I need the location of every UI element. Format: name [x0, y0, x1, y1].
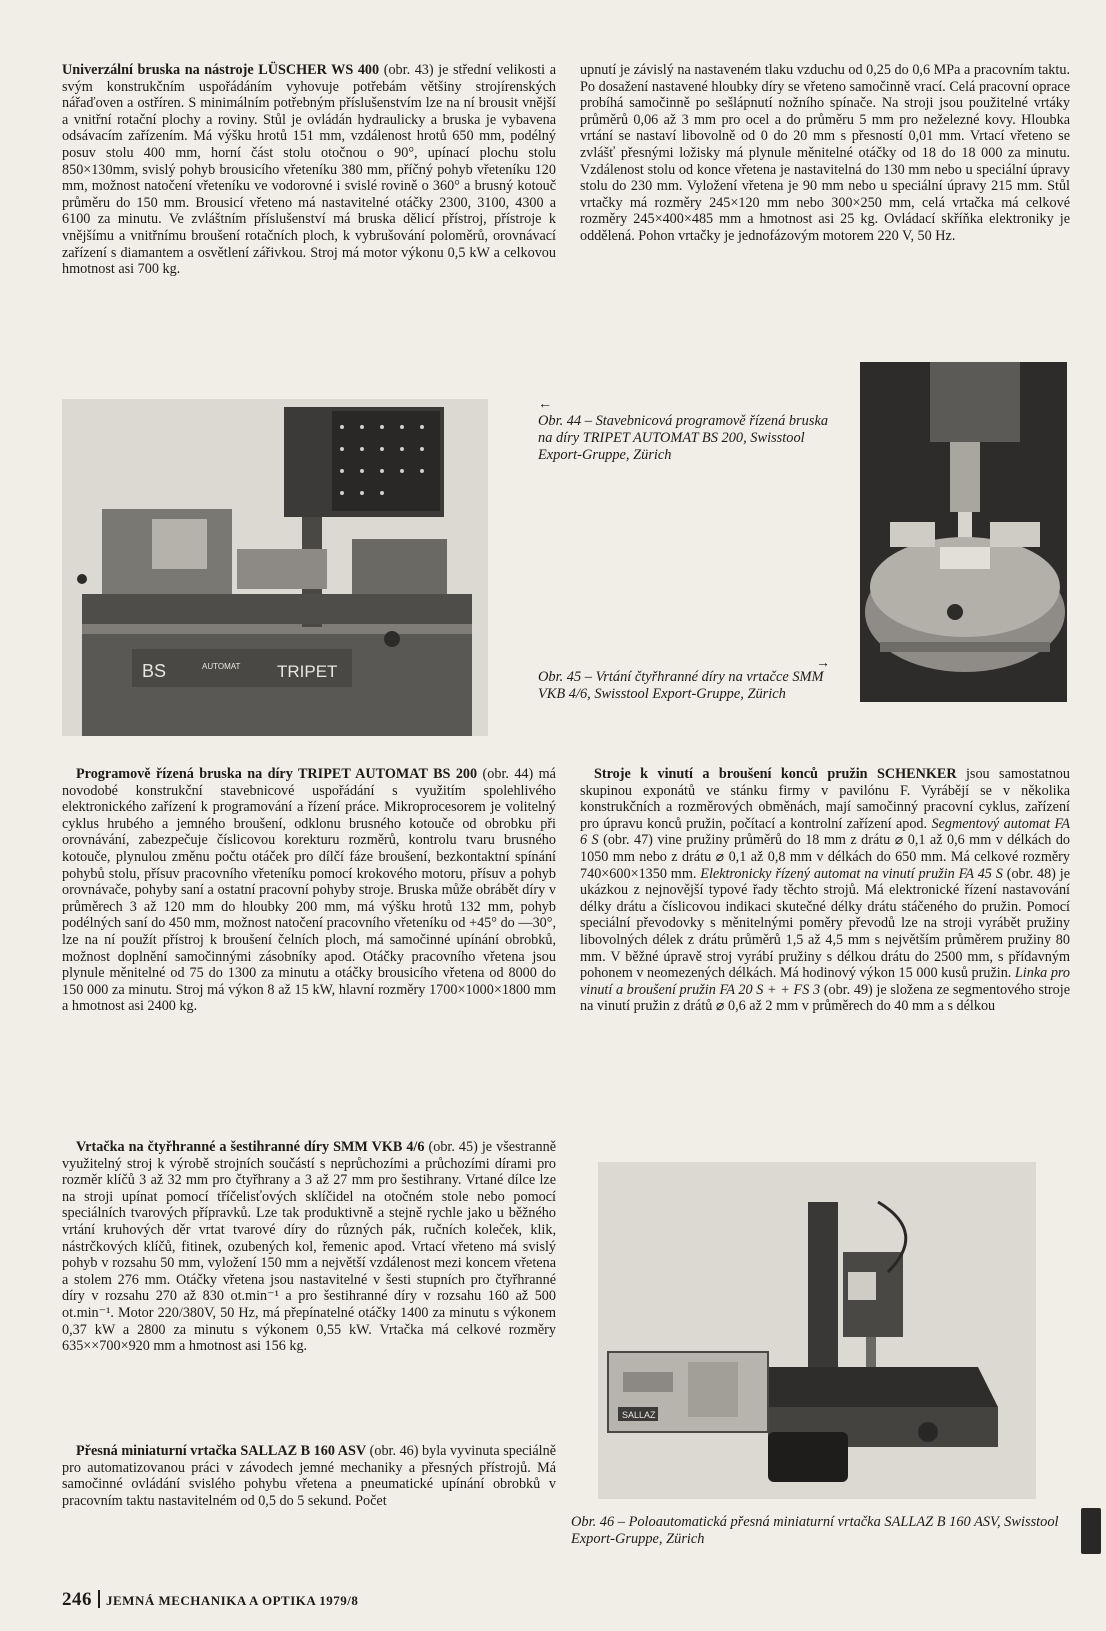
- figure-46-caption-text: Obr. 46 – Poloautomatická přesná miniaturní vrtačka SALLAZ B 160 ASV, Swisstool Export-Gruppe, Zürich: [571, 1514, 1059, 1547]
- figure-44-photo: [62, 399, 488, 736]
- article-sallaz-body: (obr. 46) byla vyvinuta speciálně pro automatizovanou práci v závodech jemné mechaniky a přesných přístrojů. Má samočinné ovládání svislého pohybu vřetena a pneumatické upínání obrobků v pracovním taktu nastavitelném od 0,5 do 5 sekund. Počet: [62, 1443, 556, 1509]
- arrow-left-icon: ←: [538, 397, 552, 412]
- article-luscher-body: (obr. 43) je střední velikosti a svým konstrukčním uspořádáním vyhovuje potřebám většiny strojírenských nářaďoven a ostříren. S minimálním potřebným příslušenstvím lze na ní brousit vnější a vnitřní rotační plochy a roviny. Stůl je ovládán hydraulicky a bruska je vybavena odsávacím zařízením. Má výšku hrotů 151 mm, vzdálenost hrotů 650 mm, podélný posuv stolu 400 mm, horní část stolu otočnou o 90°, upínací plochu stolu 850×130mm, svislý pohyb brousicího vřeteníku 380 mm, příčný pohyb vřeteníku 120 mm, možnost natočení vřeteníku ve vodorovné i svislé rovině o 360° a brusný kotouč průměru do 150 mm. Brousicí vřeteno má nastavitelné otáčky 2300, 3100, 4300 a 6100 za minutu. Ve zvláštním příslušenství má bruska dělicí přístroj, přístroje k vnějšímu a vnitřnímu broušení rotačních ploch, k vybrušování poloměrů, orovnávací zařízení s diamantem a osvětlení zářivkou. Stroj má motor výkonu 0,5 kW a celkovou hmotnost asi 700 kg.: [62, 62, 556, 278]
- article-schenker-body-4: (obr. 49) je složena ze segmentového stroje na vinutí pružin z drátů ⌀ 0,6 až 2 mm v průměrech do 40 mm a s délkou: [580, 981, 1070, 1015]
- article-sallaz-continued-body: upnutí je závislý na nastaveném tlaku vzduchu od 0,25 do 0,6 MPa a pracovním taktu. Po dosažení nastavené hloubky díry se vřeteno samočinně vrací. Celá pracovní oprace probíhá samočinně po sešlápnutí nožního spínače. Na stroji jsou použitelné vrtáky průměrů 0,06 až 3 mm pro ocel a do průměru 5 mm pro neželezné kovy. Hloubka vrtání se nastaví libovolně od 0 do 20 mm s přesností 0,01 mm. Vrtací vřeteno se zvlášť přesnými ložisky má plynule měnitelné otáčky od 18 do 18 000 za minutu. Vzdálenost stolu od konce vřetena je nastavitelná do 130 mm nebo u speciální úpravy stolu do 230 mm. Vyložení vřetena je 90 mm nebo u speciální úpravy 215 mm. Stůl vrtačky má rozměry 245×120 mm nebo 300×250 mm, celá vrtačka má celkové rozměry 245×400×485 mm a hmotnost asi 25 kg. Ovládací skříňka elektroniky je oddělená. Pohon vrtačky je jednofázovým motorem 220 V, 50 Hz.: [580, 62, 1070, 244]
- article-luscher-title: Univerzální bruska na nástroje LÜSCHER WS 400: [62, 62, 380, 78]
- figure-46-photo: [598, 1162, 1036, 1499]
- article-schenker-body-3: (obr. 48) je ukázkou z nejnovější typové řady těchto strojů. Má elektronické řízení nastavování délky drátu a číslicovou indikaci skutečné délky drátu stáčeného do pružin. Pomocí speciální převodovky s měnitelnými poměry převodů lze na stroji vyrábět pružiny libovolných délek z drátu průměrů 1,5 až 4,5 mm s největším průměrem pružiny 80 mm. V běžné úpravě stroj vyrábí pružiny s délkou drátu do 2500 mm, s přídavným pohonem v neomezených délkách. Má hodinový výkon 15 000 kusů pružin.: [580, 865, 1071, 982]
- article-sallaz-text: [62, 1443, 556, 1509]
- page-footer: [62, 1589, 358, 1611]
- article-sallaz: [62, 1443, 556, 1509]
- article-sallaz-continued: [580, 62, 1070, 245]
- article-tripet-title: Programově řízená bruska na díry TRIPET AUTOMAT BS 200: [76, 766, 478, 782]
- figure-44-caption-text: Obr. 44 – Stavebnicová programově řízená bruska na díry TRIPET AUTOMAT BS 200, Swisstool Export-Gruppe, Zürich: [538, 413, 829, 463]
- article-sallaz-title: Přesná miniaturní vrtačka SALLAZ B 160 ASV: [76, 1443, 367, 1459]
- figure-45-caption: [538, 656, 830, 703]
- article-tripet-text: [62, 766, 556, 1015]
- journal-name: JEMNÁ MECHANIKA A OPTIKA 1979/8: [106, 1593, 359, 1608]
- article-schenker-text: [580, 766, 1070, 1015]
- sallaz-logo-text: SALLAZ: [622, 1410, 656, 1420]
- machine-tripet-label: TRIPET: [277, 662, 338, 681]
- article-luscher-text: [62, 62, 556, 278]
- machine-bs-label: BS: [142, 661, 167, 681]
- arrow-right-icon: →: [816, 656, 830, 671]
- article-tripet: [62, 766, 556, 1015]
- article-tripet-body: (obr. 44) má novodobé konstrukční stavebnicové uspořádání s využitím spolehlivého elektronického zařízení k programování a řízení práce. Mikroprocesorem je volitelný cyklus hrubého a jemného broušení, odklonu brusného kotouče od obrobku při orovnávání, zabezpečuje číslicovou korekturu rozměrů, kontrolu tvaru brusného kotouče, plynulou změnu počtu otáček pro dílčí fáze broušení, bezkontaktní spínání pohybů stolu, přísuv pracovního vřeteníku pomocí krokového motoru, přísuv a pohyb orovnávače, pohyby saní a ostatní pracovní pohyby stroje. Bruska může obrábět díry v průměrech 3 až 120 mm do hloubky 200 mm, má výšku hrotů 132 mm, pohyb podélných saní do 450 mm, možnost natočení pracovního vřeteníku od +45° do —30°, lze na ní použít přístroj k broušení čelních ploch, má samočinné upínání obrobků, možnost doplnění samočinnými zásobníky apod. Otáčky pracovního vřetena jsou plynule měnitelné od 75 do 1300 za minutu a otáčky brousicího vřetena od 8000 do 150 000 za minutu. Stroj má výkon 8 až 15 kW, hlavní rozměry 1700×1000×1800 mm a hmotnost asi 2400 kg.: [62, 766, 556, 1015]
- page-edge-tab: [1081, 1508, 1101, 1554]
- article-vkb-text: [62, 1139, 556, 1355]
- article-schenker-body-2: (obr. 47) vine pružiny průměrů do 18 mm z drátu ⌀ 0,1 až 0,6 mm v délkách do 1050 mm nebo z drátu ⌀ 0,1 až 0,8 mm v délkách do 650 mm. Má celkové rozměry 740×600×1350 mm.: [580, 832, 1071, 882]
- article-schenker-italic-2: Elektronicky řízený automat na vinutí pružin FA 45 S: [700, 865, 1003, 882]
- footer-divider: [98, 1590, 100, 1608]
- article-schenker-title: Stroje k vinutí a broušení konců pružin SCHENKER: [594, 766, 957, 782]
- article-schenker: [580, 766, 1070, 1015]
- figure-45-caption-text: Obr. 45 – Vrtání čtyřhranné díry na vrtačce SMM VKB 4/6, Swisstool Export-Gruppe, Zürich: [538, 669, 824, 702]
- article-schenker-body-1: jsou samostatnou skupinou exponátů ve stánku firmy v pavilónu F. Vyrábějí se v několika konstrukčních a rozměrových obměnách, mají samočinný pracovní cyklus, zařízení pro úpravu konců pružin, počítací a kontrolní zařízení apod.: [580, 766, 1070, 832]
- article-luscher: [62, 62, 556, 278]
- figure-46-caption: [571, 1514, 1065, 1548]
- article-schenker-italic-3: Linka pro vinutí a broušení pružin FA 20 S + + FS 3: [580, 965, 1070, 998]
- article-schenker-italic-1: Segmentový automat FA 6 S: [580, 815, 1070, 849]
- figure-45-photo: [860, 362, 1067, 702]
- article-vkb-title: Vrtačka na čtyřhranné a šestihranné díry SMM VKB 4/6: [76, 1139, 425, 1155]
- page-number: 246: [62, 1589, 92, 1610]
- article-vkb-body: (obr. 45) je všestranně využitelný stroj k výrobě strojních součástí s neprůchozími a průchozími dírami pro rozměr klíčů 3 až 32 mm pro čtyřhrany a 3 až 27 mm pro šestihrany. Vrtané dílce lze na stroji upínat pomocí tříčelisťových sklíčidel na otočném stole nebo pomocí speciálních tvarových přípravků. Lze tak produktivně a stejně rychle jako u běžného vrtání kruhových děr vrtat tvarové díry do různých pák, ručních koleček, klik, nástrčkových klíčů, fitinek, ozubených kol, řemenic apod. Vrtací vřeteno má svislý pohyb v rozsahu 50 mm, vyložení 150 mm a největší vzdálenost mezi koncem vřetena a stolem 276 mm. Otáčky vřetena jsou nastavitelné v šesti stupních pro čtyřhranné díry v rozsahu 270 až 830 ot.min⁻¹ a pro šestihranné díry v rozsahu 160 až 500 ot.min⁻¹. Motor 220/380V, 50 Hz, má přepínatelné otáčky 1400 za minutu s výkonem 0,37 kW a 2800 za minutu s výkonem 0,55 kW. Vrtačka má celkové rozměry 635××700×920 mm a hmotnost asi 156 kg.: [62, 1139, 556, 1355]
- article-vkb: [62, 1139, 556, 1355]
- machine-automat-label: AUTOMAT: [202, 662, 241, 671]
- figure-44-caption: [538, 396, 830, 464]
